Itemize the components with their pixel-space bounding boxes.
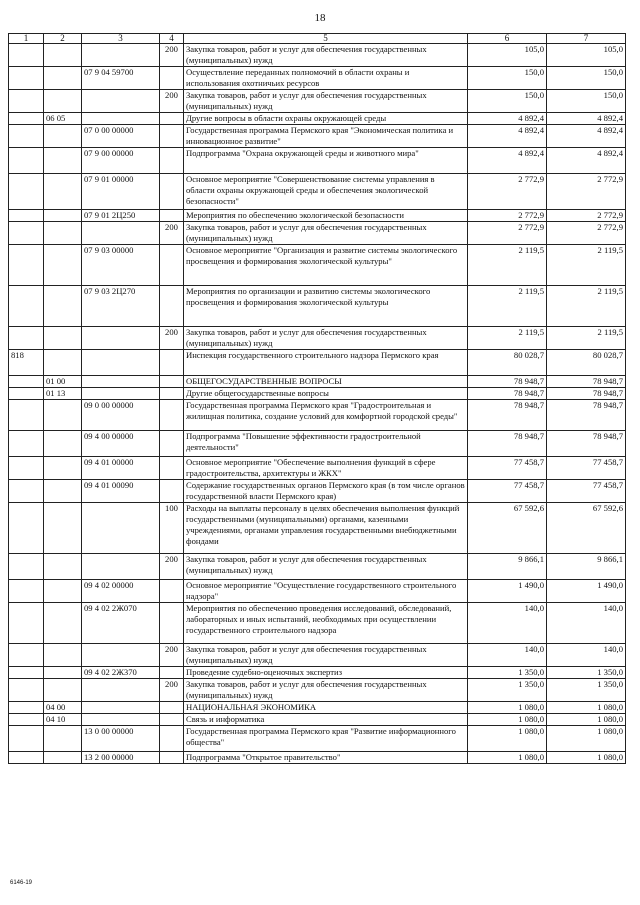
- cell-col6-amount: 78 948,7: [468, 431, 547, 457]
- cell-col6-amount: 1 080,0: [468, 702, 547, 714]
- cell-col3-target-item: 09 4 02 2Ж070: [82, 603, 160, 644]
- cell-col3-target-item: 09 4 01 00000: [82, 457, 160, 480]
- cell-col6-amount: 150,0: [468, 67, 547, 90]
- table-row: [9, 44, 626, 67]
- cell-col1-chapter: [9, 554, 44, 580]
- table-row: [9, 174, 626, 210]
- cell-col3-target-item: [82, 113, 160, 125]
- cell-col7-amount: 4 892,4: [547, 148, 626, 174]
- cell-col4-expense-type: [160, 702, 184, 714]
- cell-col7-amount: 4 892,4: [547, 113, 626, 125]
- table-row: [9, 245, 626, 286]
- cell-col1-chapter: [9, 480, 44, 503]
- cell-col4-expense-type: [160, 67, 184, 90]
- cell-col6-amount: 2 119,5: [468, 327, 547, 350]
- table-row: [9, 125, 626, 148]
- cell-col3-target-item: [82, 644, 160, 667]
- column-header: 4: [160, 34, 184, 44]
- cell-col5-description: Подпрограмма "Повышение эффективности градостроительной деятельности": [184, 431, 468, 457]
- cell-col7-amount: 2 772,9: [547, 210, 626, 222]
- cell-col4-expense-type: 100: [160, 503, 184, 554]
- cell-col5-description: Государственная программа Пермского края "Развитие информационного общества": [184, 726, 468, 752]
- cell-col7-amount: 78 948,7: [547, 400, 626, 431]
- cell-col6-amount: 2 772,9: [468, 174, 547, 210]
- cell-col3-target-item: 09 0 00 00000: [82, 400, 160, 431]
- cell-col6-amount: 1 490,0: [468, 580, 547, 603]
- table-row: [9, 702, 626, 714]
- cell-col2-section: [44, 148, 82, 174]
- cell-col1-chapter: [9, 702, 44, 714]
- cell-col2-section: [44, 174, 82, 210]
- cell-col1-chapter: [9, 44, 44, 67]
- cell-col3-target-item: 09 4 02 00000: [82, 580, 160, 603]
- cell-col2-section: [44, 210, 82, 222]
- cell-col7-amount: 2 119,5: [547, 327, 626, 350]
- column-header: 1: [9, 34, 44, 44]
- column-header: 3: [82, 34, 160, 44]
- cell-col5-description: Связь и информатика: [184, 714, 468, 726]
- cell-col4-expense-type: [160, 480, 184, 503]
- cell-col5-description: Мероприятия по организации и развитию системы экологического просвещения и формирования экологической культуры: [184, 286, 468, 327]
- cell-col2-section: [44, 726, 82, 752]
- cell-col7-amount: 150,0: [547, 90, 626, 113]
- table-row: [9, 148, 626, 174]
- table-row: [9, 400, 626, 431]
- cell-col4-expense-type: 200: [160, 327, 184, 350]
- cell-col7-amount: 2 119,5: [547, 245, 626, 286]
- cell-col1-chapter: [9, 580, 44, 603]
- table-row: [9, 210, 626, 222]
- cell-col5-description: Другие общегосударственные вопросы: [184, 388, 468, 400]
- cell-col6-amount: 4 892,4: [468, 125, 547, 148]
- cell-col2-section: [44, 67, 82, 90]
- cell-col2-section: 06 05: [44, 113, 82, 125]
- cell-col7-amount: 67 592,6: [547, 503, 626, 554]
- page-number: 18: [314, 12, 326, 24]
- cell-col4-expense-type: 200: [160, 679, 184, 702]
- cell-col5-description: Закупка товаров, работ и услуг для обеспечения государственных (муниципальных) нужд: [184, 644, 468, 667]
- cell-col3-target-item: 09 4 01 00090: [82, 480, 160, 503]
- cell-col3-target-item: 13 0 00 00000: [82, 726, 160, 752]
- cell-col1-chapter: [9, 679, 44, 702]
- cell-col1-chapter: [9, 327, 44, 350]
- cell-col4-expense-type: [160, 714, 184, 726]
- cell-col1-chapter: [9, 90, 44, 113]
- cell-col4-expense-type: [160, 431, 184, 457]
- table-row: [9, 350, 626, 376]
- cell-col6-amount: 77 458,7: [468, 457, 547, 480]
- cell-col2-section: [44, 245, 82, 286]
- table-row: [9, 644, 626, 667]
- cell-col3-target-item: 07 9 03 2Ц270: [82, 286, 160, 327]
- cell-col5-description: Осуществление переданных полномочий в области охраны и использования охотничьих ресурсов: [184, 67, 468, 90]
- cell-col5-description: Мероприятия по обеспечению проведения исследований, обследований, лабораторных и иных испытаний, необходимых при осуществлении государственного строительного надзора: [184, 603, 468, 644]
- cell-col2-section: 04 10: [44, 714, 82, 726]
- cell-col1-chapter: 818: [9, 350, 44, 376]
- column-header: 5: [184, 34, 468, 44]
- cell-col3-target-item: [82, 376, 160, 388]
- cell-col4-expense-type: [160, 457, 184, 480]
- cell-col1-chapter: [9, 67, 44, 90]
- cell-col1-chapter: [9, 603, 44, 644]
- cell-col5-description: Закупка товаров, работ и услуг для обеспечения государственных (муниципальных) нужд: [184, 679, 468, 702]
- cell-col2-section: [44, 286, 82, 327]
- cell-col7-amount: 140,0: [547, 603, 626, 644]
- cell-col4-expense-type: [160, 388, 184, 400]
- cell-col6-amount: 9 866,1: [468, 554, 547, 580]
- cell-col1-chapter: [9, 125, 44, 148]
- cell-col5-description: Основное мероприятие "Организация и развитие системы экологического просвещения и формирования экологической культуры": [184, 245, 468, 286]
- cell-col6-amount: 78 948,7: [468, 400, 547, 431]
- cell-col4-expense-type: [160, 667, 184, 679]
- cell-col4-expense-type: 200: [160, 644, 184, 667]
- cell-col4-expense-type: [160, 245, 184, 286]
- cell-col3-target-item: [82, 503, 160, 554]
- table-row: [9, 457, 626, 480]
- cell-col3-target-item: 13 2 00 00000: [82, 752, 160, 764]
- cell-col7-amount: 1 080,0: [547, 714, 626, 726]
- cell-col3-target-item: [82, 327, 160, 350]
- cell-col4-expense-type: [160, 125, 184, 148]
- cell-col3-target-item: 07 9 00 00000: [82, 148, 160, 174]
- cell-col7-amount: 77 458,7: [547, 457, 626, 480]
- cell-col4-expense-type: [160, 580, 184, 603]
- cell-col3-target-item: [82, 679, 160, 702]
- cell-col2-section: [44, 44, 82, 67]
- cell-col3-target-item: [82, 222, 160, 245]
- cell-col3-target-item: 07 9 03 00000: [82, 245, 160, 286]
- cell-col6-amount: 105,0: [468, 44, 547, 67]
- cell-col5-description: Государственная программа Пермского края "Градостроительная и жилищная политика, создание условий для комфортной городской среды": [184, 400, 468, 431]
- cell-col4-expense-type: [160, 174, 184, 210]
- table-row: [9, 554, 626, 580]
- cell-col1-chapter: [9, 714, 44, 726]
- cell-col5-description: Закупка товаров, работ и услуг для обеспечения государственных (муниципальных) нужд: [184, 44, 468, 67]
- cell-col5-description: Расходы на выплаты персоналу в целях обеспечения выполнения функций государственными (муниципальными) органами, казенными учреждениями, органами управления государственными внебюджетными фондами: [184, 503, 468, 554]
- cell-col2-section: [44, 457, 82, 480]
- cell-col2-section: [44, 603, 82, 644]
- cell-col3-target-item: 07 9 04 59700: [82, 67, 160, 90]
- cell-col2-section: [44, 752, 82, 764]
- cell-col3-target-item: [82, 714, 160, 726]
- cell-col4-expense-type: 200: [160, 44, 184, 67]
- table-header-row: [9, 34, 626, 44]
- cell-col2-section: [44, 125, 82, 148]
- cell-col2-section: [44, 327, 82, 350]
- cell-col2-section: [44, 90, 82, 113]
- cell-col3-target-item: [82, 554, 160, 580]
- cell-col3-target-item: [82, 388, 160, 400]
- cell-col4-expense-type: [160, 726, 184, 752]
- cell-col2-section: [44, 503, 82, 554]
- cell-col4-expense-type: [160, 752, 184, 764]
- cell-col3-target-item: [82, 44, 160, 67]
- cell-col1-chapter: [9, 210, 44, 222]
- cell-col7-amount: 78 948,7: [547, 431, 626, 457]
- cell-col4-expense-type: [160, 148, 184, 174]
- cell-col5-description: Содержание государственных органов Пермского края (в том числе органов государственной власти Пермского края): [184, 480, 468, 503]
- table-row: [9, 431, 626, 457]
- cell-col6-amount: 2 772,9: [468, 210, 547, 222]
- cell-col1-chapter: [9, 752, 44, 764]
- table-row: [9, 113, 626, 125]
- cell-col6-amount: 150,0: [468, 90, 547, 113]
- cell-col7-amount: 78 948,7: [547, 376, 626, 388]
- cell-col6-amount: 1 350,0: [468, 667, 547, 679]
- cell-col7-amount: 2 119,5: [547, 286, 626, 327]
- cell-col6-amount: 1 080,0: [468, 726, 547, 752]
- cell-col4-expense-type: 200: [160, 554, 184, 580]
- cell-col6-amount: 80 028,7: [468, 350, 547, 376]
- cell-col6-amount: 2 119,5: [468, 245, 547, 286]
- cell-col6-amount: 1 080,0: [468, 752, 547, 764]
- cell-col1-chapter: [9, 222, 44, 245]
- cell-col1-chapter: [9, 388, 44, 400]
- cell-col6-amount: 2 119,5: [468, 286, 547, 327]
- cell-col6-amount: 67 592,6: [468, 503, 547, 554]
- cell-col5-description: Закупка товаров, работ и услуг для обеспечения государственных (муниципальных) нужд: [184, 327, 468, 350]
- cell-col3-target-item: [82, 90, 160, 113]
- table-row: [9, 67, 626, 90]
- cell-col6-amount: 1 080,0: [468, 714, 547, 726]
- cell-col5-description: Государственная программа Пермского края "Экономическая политика и инновационное развитие": [184, 125, 468, 148]
- table-row: [9, 679, 626, 702]
- table-row: [9, 503, 626, 554]
- table-row: [9, 603, 626, 644]
- table-row: [9, 388, 626, 400]
- cell-col1-chapter: [9, 644, 44, 667]
- cell-col5-description: Закупка товаров, работ и услуг для обеспечения государственных (муниципальных) нужд: [184, 90, 468, 113]
- cell-col7-amount: 1 080,0: [547, 752, 626, 764]
- cell-col5-description: Основное мероприятие "Обеспечение выполнения функций в сфере градостроительства, архитектуры и ЖКХ": [184, 457, 468, 480]
- cell-col3-target-item: 07 9 01 00000: [82, 174, 160, 210]
- cell-col2-section: 01 13: [44, 388, 82, 400]
- cell-col4-expense-type: [160, 400, 184, 431]
- cell-col7-amount: 150,0: [547, 67, 626, 90]
- cell-col5-description: ОБЩЕГОСУДАРСТВЕННЫЕ ВОПРОСЫ: [184, 376, 468, 388]
- cell-col7-amount: 2 772,9: [547, 174, 626, 210]
- cell-col1-chapter: [9, 148, 44, 174]
- cell-col5-description: Подпрограмма "Открытое правительство": [184, 752, 468, 764]
- cell-col3-target-item: 09 4 00 00000: [82, 431, 160, 457]
- cell-col2-section: [44, 644, 82, 667]
- cell-col1-chapter: [9, 376, 44, 388]
- cell-col7-amount: 1 350,0: [547, 679, 626, 702]
- cell-col7-amount: 140,0: [547, 644, 626, 667]
- cell-col1-chapter: [9, 457, 44, 480]
- cell-col2-section: 01 00: [44, 376, 82, 388]
- cell-col2-section: [44, 400, 82, 431]
- cell-col6-amount: 77 458,7: [468, 480, 547, 503]
- cell-col5-description: НАЦИОНАЛЬНАЯ ЭКОНОМИКА: [184, 702, 468, 714]
- cell-col7-amount: 77 458,7: [547, 480, 626, 503]
- cell-col7-amount: 1 490,0: [547, 580, 626, 603]
- cell-col1-chapter: [9, 726, 44, 752]
- cell-col4-expense-type: [160, 350, 184, 376]
- cell-col2-section: [44, 679, 82, 702]
- table-row: [9, 222, 626, 245]
- table-row: [9, 580, 626, 603]
- column-header: 6: [468, 34, 547, 44]
- cell-col2-section: [44, 480, 82, 503]
- cell-col5-description: Другие вопросы в области охраны окружающей среды: [184, 113, 468, 125]
- table-row: [9, 286, 626, 327]
- cell-col5-description: Закупка товаров, работ и услуг для обеспечения государственных (муниципальных) нужд: [184, 554, 468, 580]
- cell-col4-expense-type: [160, 210, 184, 222]
- cell-col2-section: 04 00: [44, 702, 82, 714]
- cell-col4-expense-type: [160, 286, 184, 327]
- cell-col2-section: [44, 222, 82, 245]
- cell-col1-chapter: [9, 174, 44, 210]
- cell-col2-section: [44, 431, 82, 457]
- cell-col7-amount: 9 866,1: [547, 554, 626, 580]
- budget-table: [8, 33, 626, 764]
- cell-col6-amount: 78 948,7: [468, 376, 547, 388]
- cell-col1-chapter: [9, 400, 44, 431]
- table-row: [9, 714, 626, 726]
- column-header: 7: [547, 34, 626, 44]
- cell-col5-description: Проведение судебно-оценочных экспертиз: [184, 667, 468, 679]
- cell-col5-description: Инспекция государственного строительного надзора Пермского края: [184, 350, 468, 376]
- cell-col5-description: Основное мероприятие "Совершенствование системы управления в области охраны окружающей среды и обеспечения экологической безопасности": [184, 174, 468, 210]
- cell-col1-chapter: [9, 286, 44, 327]
- cell-col6-amount: 1 350,0: [468, 679, 547, 702]
- cell-col1-chapter: [9, 245, 44, 286]
- cell-col7-amount: 2 772,9: [547, 222, 626, 245]
- table-row: [9, 480, 626, 503]
- cell-col4-expense-type: [160, 603, 184, 644]
- table-row: [9, 726, 626, 752]
- cell-col7-amount: 80 028,7: [547, 350, 626, 376]
- cell-col4-expense-type: 200: [160, 222, 184, 245]
- cell-col5-description: Закупка товаров, работ и услуг для обеспечения государственных (муниципальных) нужд: [184, 222, 468, 245]
- cell-col2-section: [44, 554, 82, 580]
- cell-col7-amount: 1 350,0: [547, 667, 626, 679]
- cell-col1-chapter: [9, 113, 44, 125]
- cell-col7-amount: 78 948,7: [547, 388, 626, 400]
- column-header: 2: [44, 34, 82, 44]
- cell-col3-target-item: 07 9 01 2Ц250: [82, 210, 160, 222]
- footer-code: 6146-19: [10, 880, 33, 886]
- cell-col4-expense-type: [160, 113, 184, 125]
- cell-col3-target-item: 09 4 02 2Ж370: [82, 667, 160, 679]
- cell-col2-section: [44, 580, 82, 603]
- cell-col1-chapter: [9, 667, 44, 679]
- cell-col3-target-item: 07 0 00 00000: [82, 125, 160, 148]
- cell-col6-amount: 2 772,9: [468, 222, 547, 245]
- cell-col3-target-item: [82, 702, 160, 714]
- cell-col6-amount: 78 948,7: [468, 388, 547, 400]
- cell-col6-amount: 4 892,4: [468, 148, 547, 174]
- cell-col5-description: Подпрограмма "Охрана окружающей среды и животного мира": [184, 148, 468, 174]
- table-row: [9, 327, 626, 350]
- cell-col3-target-item: [82, 350, 160, 376]
- table-row: [9, 90, 626, 113]
- cell-col2-section: [44, 667, 82, 679]
- cell-col7-amount: 105,0: [547, 44, 626, 67]
- cell-col6-amount: 4 892,4: [468, 113, 547, 125]
- cell-col1-chapter: [9, 431, 44, 457]
- cell-col1-chapter: [9, 503, 44, 554]
- cell-col5-description: Основное мероприятие "Осуществление государственного строительного надзора": [184, 580, 468, 603]
- cell-col6-amount: 140,0: [468, 603, 547, 644]
- cell-col7-amount: 1 080,0: [547, 702, 626, 714]
- cell-col7-amount: 1 080,0: [547, 726, 626, 752]
- cell-col7-amount: 4 892,4: [547, 125, 626, 148]
- table-row: [9, 667, 626, 679]
- cell-col6-amount: 140,0: [468, 644, 547, 667]
- cell-col4-expense-type: 200: [160, 90, 184, 113]
- table-row: [9, 376, 626, 388]
- cell-col2-section: [44, 350, 82, 376]
- cell-col5-description: Мероприятия по обеспечению экологической безопасности: [184, 210, 468, 222]
- table-row: [9, 752, 626, 764]
- cell-col4-expense-type: [160, 376, 184, 388]
